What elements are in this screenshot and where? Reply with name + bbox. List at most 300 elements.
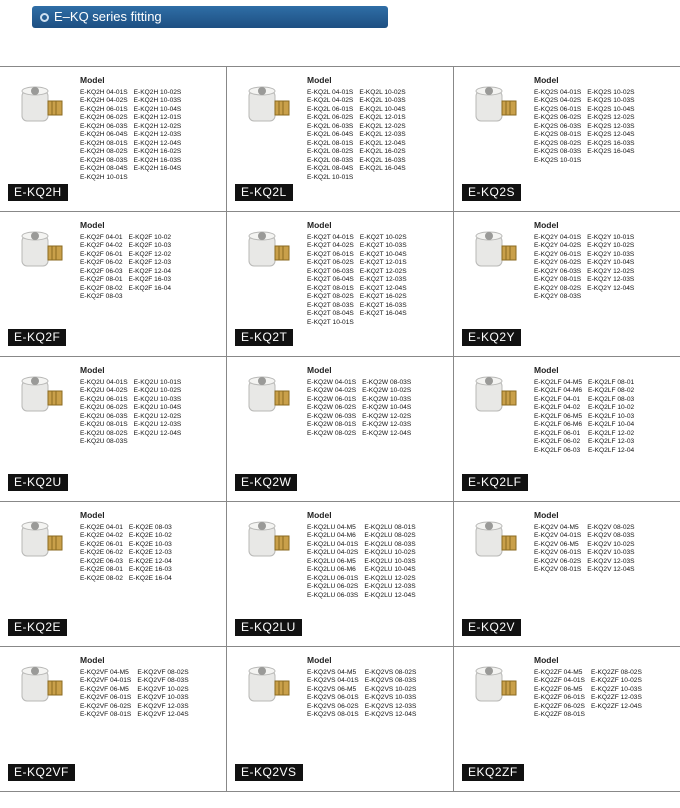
model-number: E-KQ2T 04-02S bbox=[307, 242, 354, 250]
model-number: E-KQ2Y 10-03S bbox=[587, 250, 635, 258]
banner-title: E–KQ series fitting bbox=[54, 9, 162, 24]
model-number: E-KQ2VS 06-01S bbox=[307, 694, 359, 702]
model-number: E-KQ2V 10-03S bbox=[587, 549, 635, 557]
series-label: E-KQ2VF bbox=[8, 764, 75, 781]
model-number: E-KQ2LU 06-M5 bbox=[307, 557, 356, 565]
model-number: E-KQ2U 06-03S bbox=[80, 412, 128, 420]
model-number: E-KQ2U 06-02S bbox=[80, 404, 128, 412]
model-column bbox=[80, 379, 128, 447]
model-number: E-KQ2Y 04-02S bbox=[534, 242, 582, 250]
model-number: E-KQ2VS 12-04S bbox=[364, 711, 417, 719]
model-heading: Model bbox=[80, 655, 105, 665]
model-column bbox=[307, 524, 358, 600]
model-number: E-KQ2LU 12-02S bbox=[364, 574, 416, 582]
model-column bbox=[534, 669, 585, 720]
model-number: E-KQ2LU 04-M6 bbox=[307, 532, 356, 540]
model-column bbox=[588, 379, 634, 455]
model-number: E-KQ2VF 08-02S bbox=[137, 669, 189, 676]
model-number: E-KQ2S 08-02S bbox=[534, 139, 582, 147]
model-number: E-KQ2U 10-04S bbox=[133, 404, 182, 412]
model-number: E-KQ2VF 04-01S bbox=[80, 677, 132, 685]
model-number: E-KQ2VF 12-03S bbox=[137, 702, 189, 710]
model-number: E-KQ2LU 10-04S bbox=[364, 566, 416, 574]
model-number: E-KQ2VF 06-M5 bbox=[80, 685, 129, 693]
model-number: E-KQ2Y 12-02S bbox=[587, 267, 635, 275]
model-number: E-KQ2V 06-01S bbox=[534, 549, 582, 557]
model-number: E-KQ2E 06-01 bbox=[80, 540, 123, 548]
model-number: E-KQ2LF 04-01 bbox=[534, 395, 581, 403]
model-number: E-KQ2T 16-03S bbox=[359, 301, 407, 309]
fitting-product-image bbox=[235, 367, 299, 431]
model-list bbox=[80, 524, 172, 583]
model-number: E-KQ2H 12-04S bbox=[133, 139, 182, 147]
series-label: E-KQ2E bbox=[8, 619, 67, 636]
model-number: E-KQ2VF 10-03S bbox=[137, 694, 189, 702]
model-number: E-KQ2T 10-03S bbox=[359, 242, 407, 250]
model-list bbox=[534, 89, 635, 165]
model-number: E-KQ2L 06-03S bbox=[307, 122, 354, 130]
model-number: E-KQ2H 10-01S bbox=[80, 173, 128, 181]
model-number: E-KQ2L 16-04S bbox=[359, 165, 406, 173]
model-number: E-KQ2H 06-02S bbox=[80, 114, 128, 122]
model-heading: Model bbox=[534, 510, 559, 520]
model-number: E-KQ2L 16-03S bbox=[359, 156, 406, 164]
model-list bbox=[307, 234, 407, 327]
model-number: E-KQ2T 08-03S bbox=[307, 301, 354, 309]
model-number: E-KQ2ZF 10-02S bbox=[590, 677, 642, 685]
model-number: E-KQ2LF 12-03 bbox=[588, 438, 635, 446]
model-heading: Model bbox=[534, 75, 559, 85]
model-number: E-KQ2VF 08-03S bbox=[137, 677, 189, 685]
model-number: E-KQ2LF 10-04 bbox=[588, 421, 635, 429]
fitting-cell bbox=[454, 357, 680, 501]
model-number: E-KQ2H 12-01S bbox=[133, 114, 182, 122]
circle-bullet-icon bbox=[40, 13, 49, 22]
model-number: E-KQ2E 16-04 bbox=[128, 574, 172, 582]
model-number: E-KQ2L 08-03S bbox=[307, 156, 354, 164]
model-number: E-KQ2U 10-01S bbox=[133, 379, 182, 386]
model-number: E-KQ2F 12-02 bbox=[128, 250, 172, 258]
model-column bbox=[129, 524, 172, 583]
model-number: E-KQ2LU 08-01S bbox=[364, 524, 416, 531]
model-number: E-KQ2T 12-02S bbox=[359, 267, 407, 275]
model-number: E-KQ2ZF 12-03S bbox=[590, 694, 642, 702]
fitting-product-image bbox=[235, 222, 299, 286]
fitting-product-image bbox=[462, 77, 526, 141]
model-number: E-KQ2H 06-04S bbox=[80, 131, 128, 139]
model-number: E-KQ2VS 04-M5 bbox=[307, 669, 357, 676]
model-column bbox=[80, 524, 123, 583]
model-number: E-KQ2S 06-02S bbox=[534, 114, 582, 122]
model-number: E-KQ2LU 10-02S bbox=[364, 549, 416, 557]
model-number: E-KQ2E 08-02 bbox=[80, 574, 123, 582]
model-number: E-KQ2T 06-04S bbox=[307, 276, 354, 284]
model-number: E-KQ2ZF 06-01S bbox=[534, 694, 585, 702]
model-number: E-KQ2LF 12-04 bbox=[588, 446, 635, 454]
model-number: E-KQ2Y 12-04S bbox=[587, 284, 635, 292]
model-column bbox=[364, 524, 415, 600]
model-number: E-KQ2ZF 04-01S bbox=[534, 677, 585, 685]
model-number: E-KQ2LF 04-M5 bbox=[534, 379, 583, 386]
model-column bbox=[137, 669, 188, 720]
series-label: E-KQ2VS bbox=[235, 764, 303, 781]
model-number: E-KQ2Y 08-01S bbox=[534, 276, 582, 284]
model-heading: Model bbox=[80, 365, 105, 375]
series-label: E-KQ2S bbox=[462, 184, 521, 201]
model-number: E-KQ2VF 06-02S bbox=[80, 702, 132, 710]
series-label: E-KQ2F bbox=[8, 329, 66, 346]
model-number: E-KQ2VS 08-02S bbox=[364, 669, 417, 676]
fitting-cell bbox=[0, 212, 226, 356]
model-number: E-KQ2LF 08-01 bbox=[588, 379, 635, 386]
model-list bbox=[534, 669, 642, 720]
fitting-product-image bbox=[235, 657, 299, 721]
fitting-cell bbox=[0, 357, 226, 501]
model-number: E-KQ2VS 10-03S bbox=[364, 694, 417, 702]
model-number: E-KQ2V 04-01S bbox=[534, 532, 582, 540]
model-number: E-KQ2U 08-02S bbox=[80, 429, 128, 437]
model-number: E-KQ2LF 06-M5 bbox=[534, 412, 583, 420]
model-number: E-KQ2T 06-02S bbox=[307, 259, 354, 267]
model-column bbox=[587, 524, 634, 575]
model-number: E-KQ2Y 06-02S bbox=[534, 259, 582, 267]
model-number: E-KQ2VF 04-M5 bbox=[80, 669, 129, 676]
model-number: E-KQ2T 12-01S bbox=[359, 259, 407, 267]
model-number: E-KQ2H 06-01S bbox=[80, 105, 128, 113]
fitting-product-image bbox=[8, 77, 72, 141]
model-number: E-KQ2ZF 06-M5 bbox=[534, 685, 583, 693]
model-heading: Model bbox=[534, 655, 559, 665]
model-number: E-KQ2VF 10-02S bbox=[137, 685, 189, 693]
model-number: E-KQ2E 06-03 bbox=[80, 557, 123, 565]
model-heading: Model bbox=[307, 655, 332, 665]
series-label: E-KQ2LU bbox=[235, 619, 302, 636]
model-number: E-KQ2VS 12-03S bbox=[364, 702, 417, 710]
model-number: E-KQ2E 10-02 bbox=[128, 532, 172, 540]
model-number: E-KQ2L 10-03S bbox=[359, 97, 406, 105]
model-number: E-KQ2S 10-04S bbox=[587, 105, 635, 113]
model-number: E-KQ2S 08-01S bbox=[534, 131, 582, 139]
model-number: E-KQ2L 12-02S bbox=[359, 122, 406, 130]
fitting-cell bbox=[227, 502, 453, 646]
model-list bbox=[307, 669, 416, 720]
model-number: E-KQ2Y 12-03S bbox=[587, 276, 635, 284]
model-number: E-KQ2LF 04-M6 bbox=[534, 387, 583, 395]
model-number: E-KQ2H 10-03S bbox=[133, 97, 182, 105]
model-list bbox=[307, 89, 406, 182]
model-number: E-KQ2T 08-01S bbox=[307, 284, 354, 292]
model-number: E-KQ2U 08-01S bbox=[80, 421, 128, 429]
model-number: E-KQ2F 08-01 bbox=[80, 276, 123, 284]
model-column bbox=[534, 234, 581, 302]
series-label: E-KQ2U bbox=[8, 474, 68, 491]
model-number: E-KQ2L 08-01S bbox=[307, 139, 354, 147]
model-list bbox=[80, 89, 181, 182]
model-number: E-KQ2L 04-02S bbox=[307, 97, 354, 105]
fitting-cell bbox=[227, 357, 453, 501]
fitting-product-image bbox=[235, 512, 299, 576]
model-number: E-KQ2T 08-04S bbox=[307, 310, 354, 318]
model-number: E-KQ2S 08-03S bbox=[534, 148, 582, 156]
fitting-product-image bbox=[462, 657, 526, 721]
model-number: E-KQ2VF 08-01S bbox=[80, 711, 132, 719]
fitting-product-image bbox=[462, 222, 526, 286]
series-label: E-KQ2T bbox=[235, 329, 293, 346]
model-number: E-KQ2F 04-01 bbox=[80, 234, 123, 241]
model-number: E-KQ2VF 06-01S bbox=[80, 694, 132, 702]
model-heading: Model bbox=[534, 220, 559, 230]
model-number: E-KQ2S 10-02S bbox=[587, 89, 635, 96]
model-number: E-KQ2T 12-04S bbox=[359, 284, 407, 292]
model-number: E-KQ2F 12-03 bbox=[128, 259, 172, 267]
model-number: E-KQ2W 10-04S bbox=[362, 404, 412, 412]
model-number: E-KQ2H 16-04S bbox=[133, 165, 182, 173]
model-number: E-KQ2F 06-02 bbox=[80, 259, 123, 267]
model-number: E-KQ2ZF 10-03S bbox=[590, 685, 642, 693]
model-number: E-KQ2L 06-01S bbox=[307, 105, 354, 113]
model-number: E-KQ2T 12-03S bbox=[359, 276, 407, 284]
model-number: E-KQ2F 12-04 bbox=[128, 267, 172, 275]
model-number: E-KQ2LF 06-01 bbox=[534, 429, 581, 437]
model-number: E-KQ2ZF 08-01S bbox=[534, 711, 585, 719]
model-number: E-KQ2H 12-03S bbox=[133, 131, 182, 139]
model-number: E-KQ2V 08-03S bbox=[587, 532, 635, 540]
model-number: E-KQ2W 08-02S bbox=[307, 429, 357, 437]
model-number: E-KQ2T 10-04S bbox=[359, 250, 407, 258]
model-number: E-KQ2L 12-04S bbox=[359, 139, 406, 147]
model-heading: Model bbox=[80, 75, 105, 85]
model-column bbox=[307, 669, 359, 720]
fitting-cell bbox=[454, 647, 680, 791]
model-number: E-KQ2ZF 04-M5 bbox=[534, 669, 583, 676]
model-number: E-KQ2T 10-01S bbox=[307, 318, 354, 326]
model-number: E-KQ2E 04-01 bbox=[80, 524, 123, 531]
model-number: E-KQ2V 06-02S bbox=[534, 557, 582, 565]
model-column bbox=[80, 234, 123, 302]
model-number: E-KQ2ZF 08-02S bbox=[590, 669, 642, 676]
row-divider bbox=[0, 791, 680, 792]
model-number: E-KQ2LU 06-03S bbox=[307, 591, 359, 599]
model-number: E-KQ2T 16-04S bbox=[359, 310, 407, 318]
model-number: E-KQ2VF 12-04S bbox=[137, 711, 189, 719]
model-number: E-KQ2LU 12-04S bbox=[364, 591, 416, 599]
model-number: E-KQ2H 10-04S bbox=[133, 105, 182, 113]
model-heading: Model bbox=[534, 365, 559, 375]
model-number: E-KQ2W 06-01S bbox=[307, 395, 357, 403]
model-number: E-KQ2H 16-03S bbox=[133, 156, 182, 164]
model-column bbox=[307, 234, 354, 327]
model-column bbox=[307, 89, 353, 182]
model-number: E-KQ2S 16-03S bbox=[587, 139, 635, 147]
model-number: E-KQ2V 08-01S bbox=[534, 566, 582, 574]
model-number: E-KQ2H 08-01S bbox=[80, 139, 128, 147]
model-column bbox=[587, 234, 634, 302]
model-number: E-KQ2VS 06-02S bbox=[307, 702, 359, 710]
fitting-product-image bbox=[8, 222, 72, 286]
model-number: E-KQ2H 08-03S bbox=[80, 156, 128, 164]
model-number: E-KQ2H 16-02S bbox=[133, 148, 182, 156]
model-number: E-KQ2H 06-03S bbox=[80, 122, 128, 130]
model-number: E-KQ2LF 08-02 bbox=[588, 387, 635, 395]
model-list bbox=[534, 379, 634, 455]
model-heading: Model bbox=[80, 510, 105, 520]
model-number: E-KQ2Y 10-04S bbox=[587, 259, 635, 267]
model-number: E-KQ2E 08-03 bbox=[128, 524, 172, 531]
model-number: E-KQ2L 06-04S bbox=[307, 131, 354, 139]
model-number: E-KQ2W 04-02S bbox=[307, 387, 357, 395]
fitting-cell bbox=[0, 67, 226, 211]
model-number: E-KQ2W 12-04S bbox=[362, 429, 412, 437]
model-number: E-KQ2W 12-03S bbox=[362, 421, 412, 429]
model-number: E-KQ2H 04-02S bbox=[80, 97, 128, 105]
fitting-product-image bbox=[462, 367, 526, 431]
model-number: E-KQ2L 08-02S bbox=[307, 148, 354, 156]
model-list bbox=[80, 669, 189, 720]
model-column bbox=[359, 89, 405, 182]
model-number: E-KQ2T 04-01S bbox=[307, 234, 354, 241]
section-banner bbox=[32, 6, 388, 28]
model-number: E-KQ2S 04-02S bbox=[534, 97, 582, 105]
model-number: E-KQ2LF 04-02 bbox=[534, 404, 581, 412]
model-column bbox=[134, 89, 182, 182]
model-number: E-KQ2H 12-02S bbox=[133, 122, 182, 130]
model-number: E-KQ2L 12-01S bbox=[359, 114, 406, 122]
model-number: E-KQ2LF 08-03 bbox=[588, 395, 635, 403]
model-number: E-KQ2VS 06-M5 bbox=[307, 685, 357, 693]
model-heading: Model bbox=[307, 365, 332, 375]
model-number: E-KQ2U 12-03S bbox=[133, 421, 182, 429]
model-number: E-KQ2S 04-01S bbox=[534, 89, 582, 96]
model-column bbox=[534, 524, 581, 575]
model-number: E-KQ2L 10-01S bbox=[307, 173, 354, 181]
model-number: E-KQ2LU 06-M6 bbox=[307, 566, 356, 574]
model-number: E-KQ2L 10-04S bbox=[359, 105, 406, 113]
model-number: E-KQ2LU 04-02S bbox=[307, 549, 359, 557]
model-column bbox=[360, 234, 407, 327]
model-column bbox=[362, 379, 411, 438]
model-number: E-KQ2F 08-02 bbox=[80, 284, 123, 292]
model-number: E-KQ2S 10-03S bbox=[587, 97, 635, 105]
model-number: E-KQ2LF 06-03 bbox=[534, 446, 581, 454]
model-list bbox=[80, 379, 181, 447]
series-label: E-KQ2LF bbox=[462, 474, 528, 491]
fitting-product-image bbox=[462, 512, 526, 576]
series-label: E-KQ2W bbox=[235, 474, 297, 491]
fitting-product-image bbox=[8, 512, 72, 576]
model-column bbox=[534, 379, 582, 455]
fitting-product-image bbox=[8, 367, 72, 431]
model-list bbox=[534, 524, 635, 575]
model-number: E-KQ2W 12-02S bbox=[362, 412, 412, 420]
model-number: E-KQ2L 12-03S bbox=[359, 131, 406, 139]
fitting-cell bbox=[227, 212, 453, 356]
fitting-cell bbox=[454, 212, 680, 356]
model-number: E-KQ2W 10-02S bbox=[362, 387, 412, 395]
model-number: E-KQ2V 04-M5 bbox=[534, 524, 579, 531]
model-number: E-KQ2VS 10-02S bbox=[364, 685, 417, 693]
model-number: E-KQ2U 10-02S bbox=[133, 387, 182, 395]
model-number: E-KQ2LU 06-02S bbox=[307, 583, 359, 591]
model-number: E-KQ2S 12-04S bbox=[587, 131, 635, 139]
model-number: E-KQ2LU 04-01S bbox=[307, 540, 359, 548]
model-number: E-KQ2L 06-02S bbox=[307, 114, 354, 122]
model-number: E-KQ2V 08-02S bbox=[587, 524, 635, 531]
model-number: E-KQ2S 12-02S bbox=[587, 114, 635, 122]
model-column bbox=[129, 234, 172, 302]
model-number: E-KQ2E 04-02 bbox=[80, 532, 123, 540]
fitting-cell bbox=[0, 502, 226, 646]
model-number: E-KQ2F 16-04 bbox=[128, 284, 172, 292]
model-number: E-KQ2Y 06-01S bbox=[534, 250, 582, 258]
series-label: E-KQ2Y bbox=[462, 329, 521, 346]
model-number: E-KQ2H 10-02S bbox=[133, 89, 182, 96]
model-number: E-KQ2W 06-03S bbox=[307, 412, 357, 420]
model-number: E-KQ2LF 06-M6 bbox=[534, 421, 583, 429]
model-number: E-KQ2S 10-01S bbox=[534, 156, 582, 164]
model-number: E-KQ2H 08-02S bbox=[80, 148, 128, 156]
model-heading: Model bbox=[307, 75, 332, 85]
fitting-cell bbox=[454, 502, 680, 646]
model-list bbox=[307, 524, 416, 600]
series-label: E-KQ2L bbox=[235, 184, 293, 201]
model-number: E-KQ2Y 08-02S bbox=[534, 284, 582, 292]
model-column bbox=[134, 379, 182, 447]
model-number: E-KQ2F 08-03 bbox=[80, 293, 123, 301]
series-label: E-KQ2V bbox=[462, 619, 521, 636]
model-column bbox=[80, 669, 131, 720]
model-heading: Model bbox=[80, 220, 105, 230]
model-number: E-KQ2F 10-03 bbox=[128, 242, 172, 250]
model-number: E-KQ2Y 10-02S bbox=[587, 242, 635, 250]
model-number: E-KQ2L 08-04S bbox=[307, 165, 354, 173]
fitting-product-image bbox=[8, 657, 72, 721]
model-number: E-KQ2E 10-03 bbox=[128, 540, 172, 548]
model-number: E-KQ2T 16-02S bbox=[359, 293, 407, 301]
model-number: E-KQ2S 06-01S bbox=[534, 105, 582, 113]
model-column bbox=[534, 89, 581, 165]
model-number: E-KQ2U 08-03S bbox=[80, 438, 128, 446]
model-number: E-KQ2V 06-M5 bbox=[534, 540, 579, 548]
model-number: E-KQ2H 04-01S bbox=[80, 89, 128, 96]
model-number: E-KQ2E 12-04 bbox=[128, 557, 172, 565]
model-number: E-KQ2LU 04-M5 bbox=[307, 524, 356, 531]
model-number: E-KQ2S 12-03S bbox=[587, 122, 635, 130]
model-number: E-KQ2U 04-01S bbox=[80, 379, 128, 386]
model-number: E-KQ2VS 08-01S bbox=[307, 711, 359, 719]
model-number: E-KQ2L 16-02S bbox=[359, 148, 406, 156]
model-number: E-KQ2LU 12-03S bbox=[364, 583, 416, 591]
model-number: E-KQ2L 04-01S bbox=[307, 89, 354, 96]
model-number: E-KQ2VS 08-03S bbox=[364, 677, 417, 685]
model-number: E-KQ2LU 10-03S bbox=[364, 557, 416, 565]
model-number: E-KQ2W 04-01S bbox=[307, 379, 357, 386]
model-number: E-KQ2E 08-01 bbox=[80, 566, 123, 574]
fitting-cell bbox=[227, 67, 453, 211]
model-number: E-KQ2U 12-02S bbox=[133, 412, 182, 420]
model-number: E-KQ2T 06-03S bbox=[307, 267, 354, 275]
model-number: E-KQ2L 10-02S bbox=[359, 89, 406, 96]
model-number: E-KQ2T 10-02S bbox=[359, 234, 407, 241]
model-heading: Model bbox=[307, 220, 332, 230]
model-column bbox=[80, 89, 128, 182]
model-number: E-KQ2V 10-02S bbox=[587, 540, 635, 548]
model-number: E-KQ2U 06-01S bbox=[80, 395, 128, 403]
model-number: E-KQ2LF 10-03 bbox=[588, 412, 635, 420]
model-number: E-KQ2W 08-01S bbox=[307, 421, 357, 429]
model-number: E-KQ2V 12-03S bbox=[587, 557, 635, 565]
model-list bbox=[534, 234, 634, 302]
model-number: E-KQ2S 16-04S bbox=[587, 148, 635, 156]
